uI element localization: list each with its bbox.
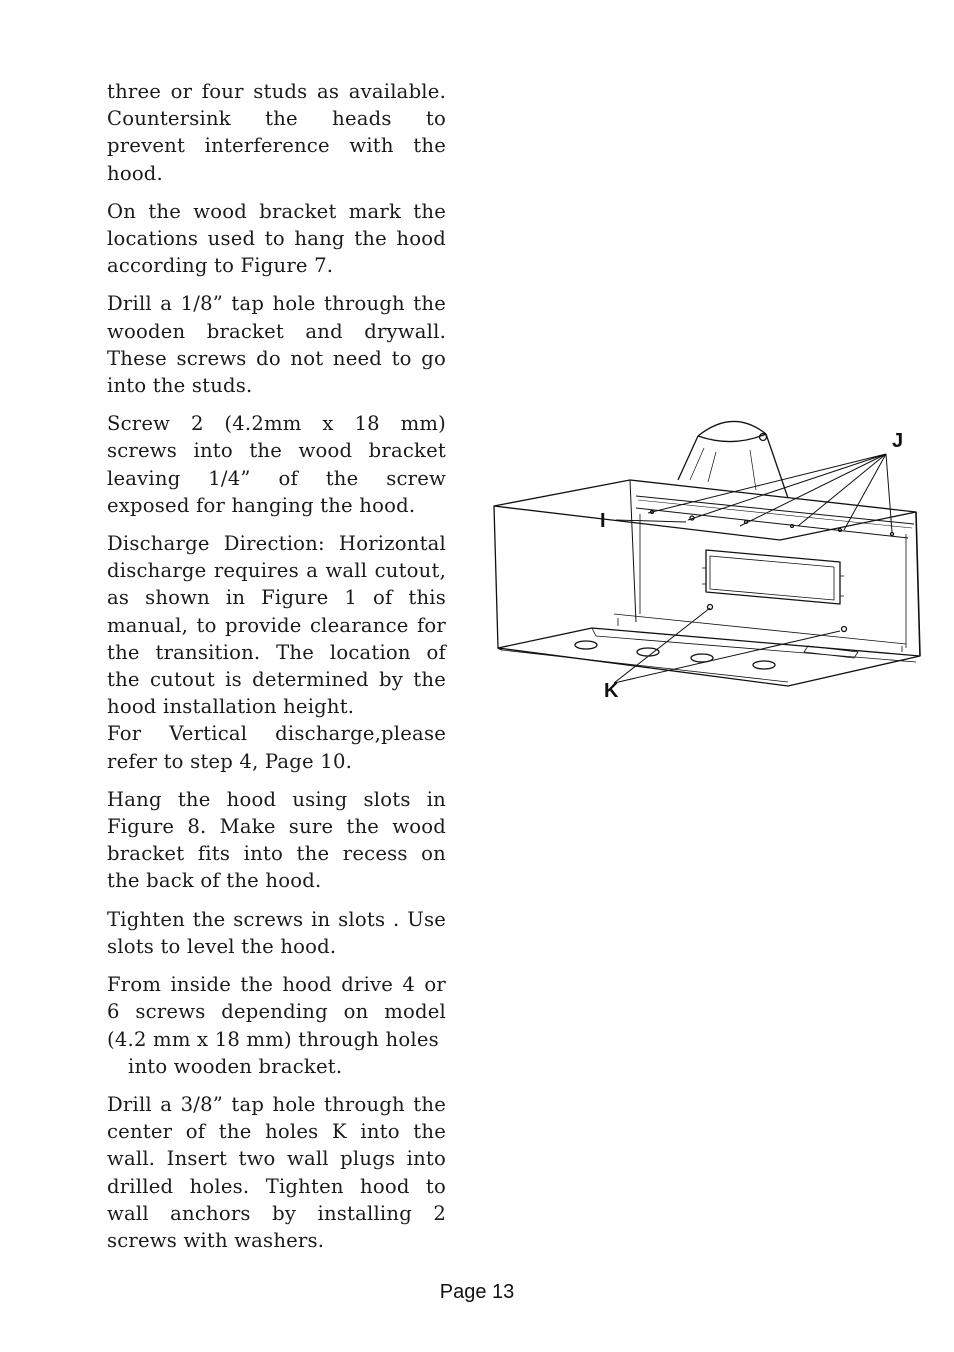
duct-transition [678, 434, 788, 498]
paragraph-hang-hood: Hang the hood using slots in Figure 8. Make sure the wood bracket fits into the recess on the back of the hood. [107, 787, 446, 893]
paragraph-drill-anchor: Drill a 3/8” tap hole through the center of the holes K into the wall. Insert two wall plugs into drilled holes. Tighten hood to wall anchors by installing 2 screws with washers. [107, 1092, 446, 1252]
paragraph-drive-screws: From inside the hood drive 4 or 6 screws depending on model (4.2 mm x 18 mm) through holes [107, 973, 446, 1051]
tray-light-opening [637, 648, 659, 656]
duct-collar-top [698, 421, 766, 436]
paragraph-countersink: three or four studs as available. Countersink the heads to prevent interference with the hood. [107, 80, 446, 185]
hood-front-right-edge [916, 512, 920, 656]
tray-light-opening [753, 661, 775, 669]
instruction-text-column [107, 78, 446, 1265]
hood-installation-figure [488, 400, 928, 710]
hood-back-left-edge [630, 480, 636, 622]
leader-lines-k [614, 608, 840, 683]
back-panel-opening [706, 550, 840, 604]
duct-collar-rim [698, 434, 766, 442]
anchor-hole [842, 627, 847, 632]
paragraph-tighten-screws: Tighten the screws in slots . Use slots to level the hood. [107, 907, 446, 958]
tray-light-opening [575, 641, 597, 649]
paragraph-mark-locations: On the wood bracket mark the locations used to hang the hood according to Figure 7. [107, 199, 446, 278]
page-number: Page 13 [439, 1281, 515, 1303]
hood-left-edge [494, 506, 502, 650]
paragraph-drive-screws-cont: into wooden bracket. [128, 1054, 343, 1078]
paragraph-discharge-direction: Discharge Direction: Horizontal discharge requires a wall cutout, as shown in Figure 1 of this manual, to provide clearance for the transition. The location of the cutout is determined by the hood installation height. [107, 532, 446, 719]
figure-label-j: J [892, 430, 904, 452]
paragraph-vertical-discharge: For Vertical discharge,please refer to step 4, Page 10. [107, 722, 446, 773]
paragraph-drill-tap-hole: Drill a 1/8” tap hole through the wooden bracket and drywall. These screws do not need to go into the studs. [107, 292, 446, 398]
figure-label-k: K [604, 680, 619, 702]
figure-label-i: I [600, 510, 606, 532]
hood-top-panel [494, 480, 916, 540]
paragraph-screw-bracket: Screw 2 (4.2mm x 18 mm) screws into the wood bracket leaving 1/4” of the screw exposed for hanging the hood. [107, 412, 446, 517]
hood-diagram [488, 400, 928, 710]
